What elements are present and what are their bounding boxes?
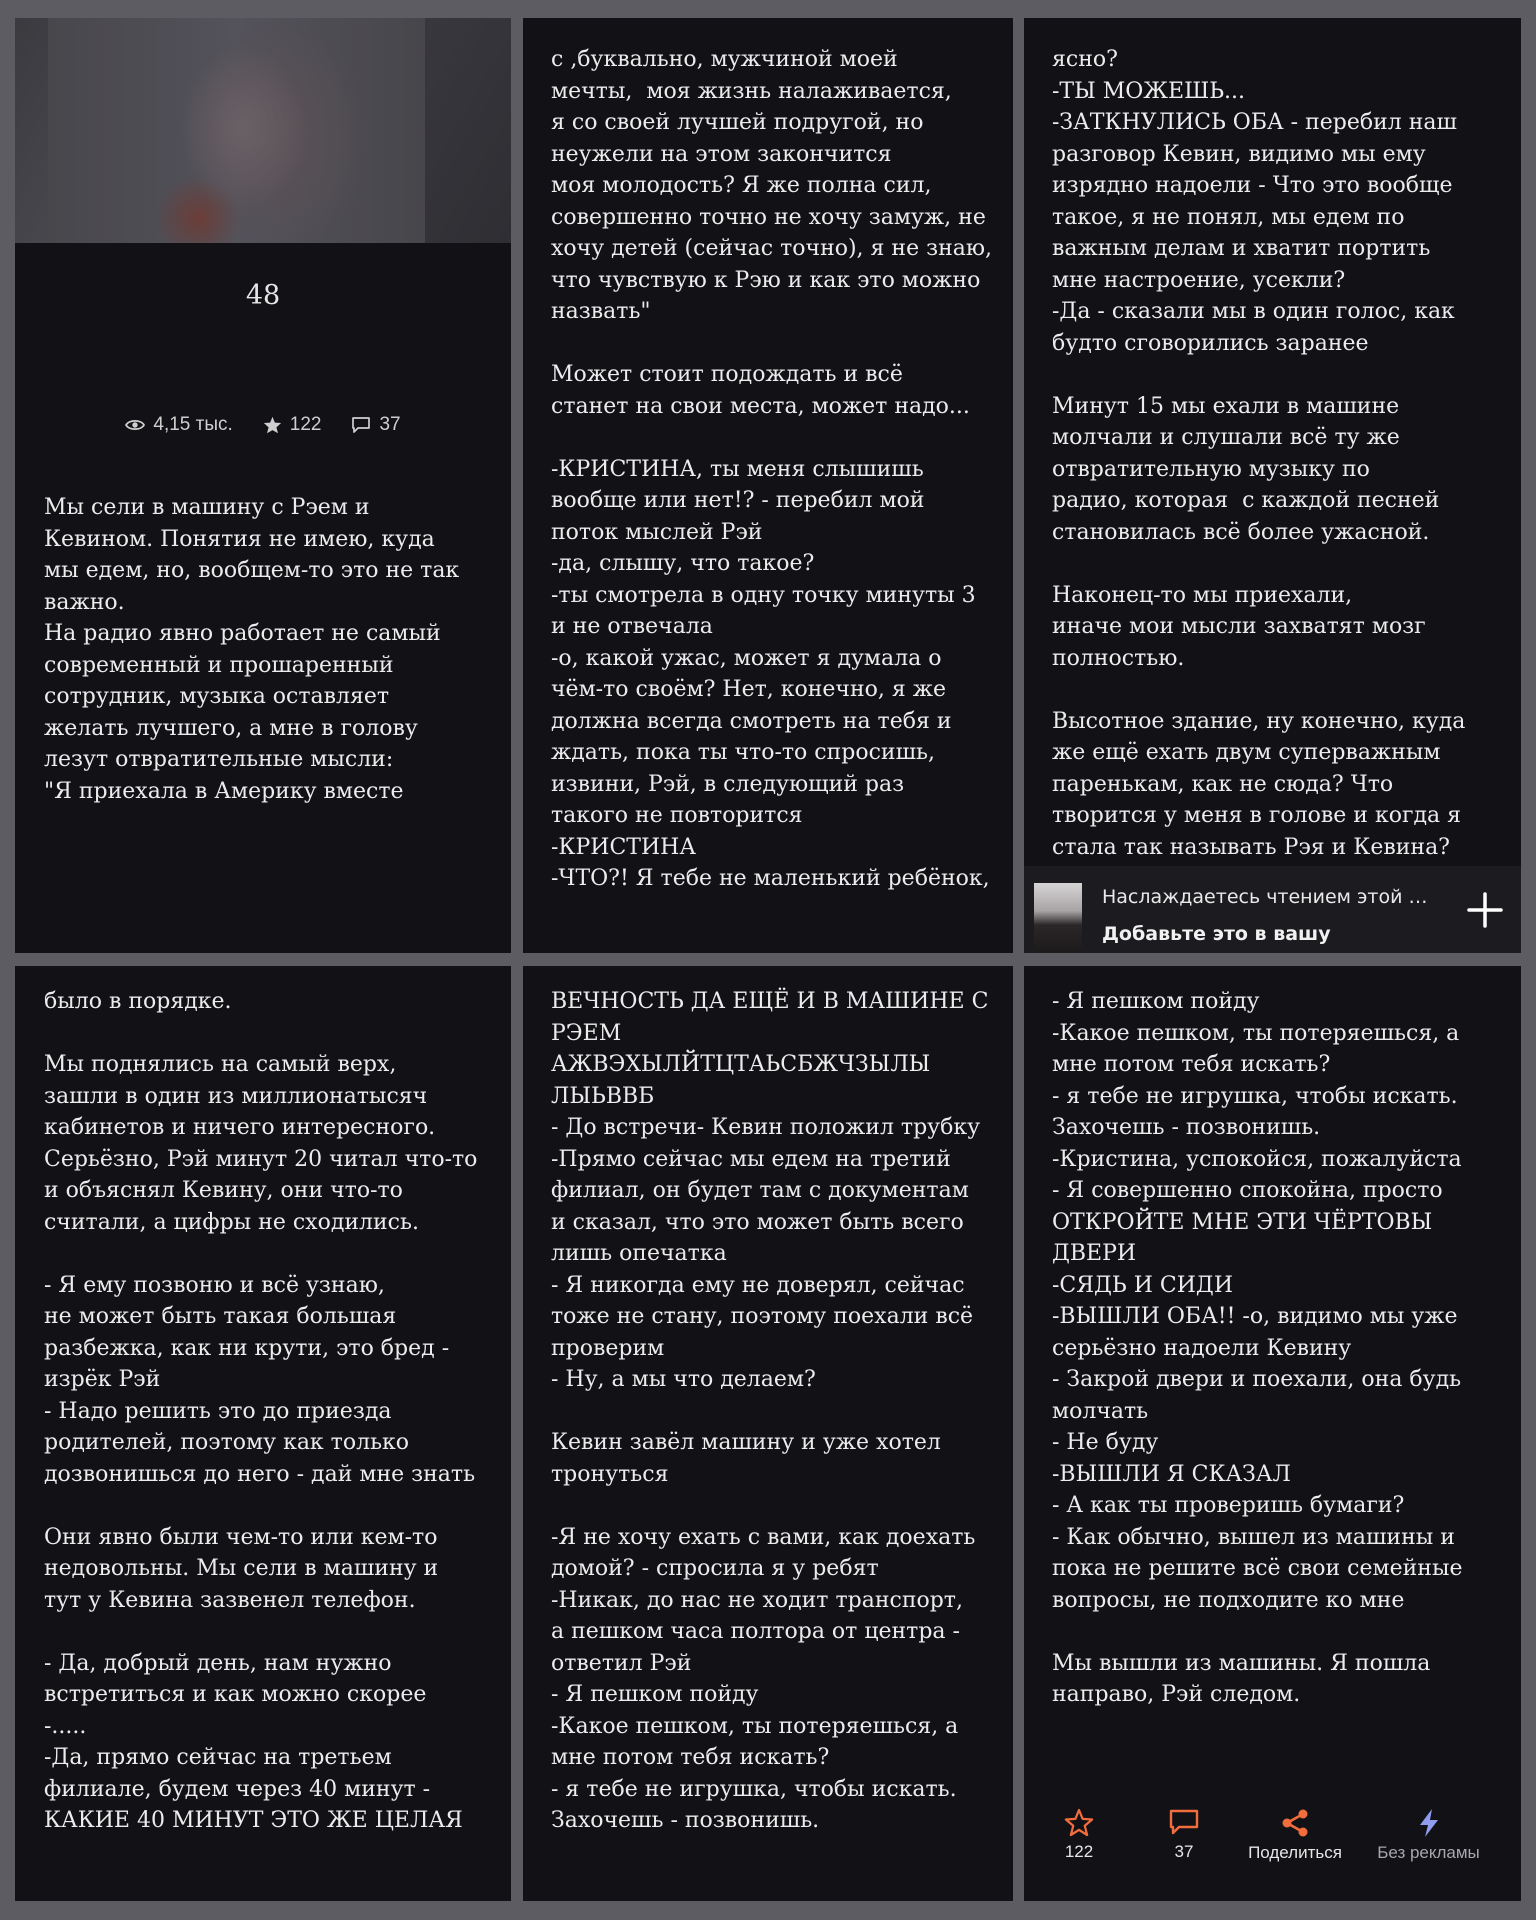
story-text: Мы сели в машину с Рэем и Кевином. Понятия не имею, куда мы едем, но, вообщем-то это не так важно. На радио явно работает не самый современный и прошаренный сотрудник, музыка оставляет желать лучшего, а мне в голову лезут отвратительные мысли: "Я приехала в Америку вместе xyxy=(44,495,460,804)
story-text: было в порядке. Мы поднялись на самый верх, зашли в один из миллионатысяч кабинетов и ничего интересного. Серьёзно, Рэй минут 20 читал что-то и объяснял Кевину, они что-то считали, а цифры не сходились. - Я ему позвоню и всё узнаю, не может быть такая большая разбежка, как ни крути, это бред - изрёк Рэй - Надо решить это до приезда родителей, поэтому как только дозвонишься до него - дай мне знать Они явно были чем-то или кем-то недовольны. Мы сели в машину и тут у Кевина зазвенел телефон. - Да, добрый день, нам нужно встретиться и как можно скорее -..... -Да, прямо сейчас на третьем филиале, будем через 40 минут - КАКИЕ 40 МИНУТ ЭТО ЖЕ ЦЕЛАЯ xyxy=(44,989,478,1833)
story-text: ясно? -ТЫ МОЖЕШЬ... -ЗАТКНУЛИСЬ ОБА - перебил наш разговор Кевин, видимо мы ему изрядно надоели - Что это вообще такое, я не понял, мы едем по важным делам и хватит портить мне настроение, усекли? -Да - сказали мы в один голос, как будто сговорились заранее Минут 15 мы ехали в машине молчали и слушали всё ту же отвратительную музыку по радио, которая с каждой песней становилась всё более ужасной. Наконец-то мы приехали, иначе мои мысли захватят мозг полностью. Высотное здание, ну конечно, куда же ещё ехать двум суперважным паренькам, как не сюда? Что творится у меня в голове и когда я стала так называть Рэя и Кевина? xyxy=(1052,47,1466,860)
star-icon xyxy=(263,416,282,434)
vote-button[interactable] xyxy=(1024,1788,1139,1862)
plus-icon[interactable] xyxy=(1465,890,1505,930)
comment-icon xyxy=(1168,1808,1200,1837)
reader-page-5 xyxy=(523,966,1013,1901)
chapter-cover xyxy=(15,18,511,243)
share-button[interactable] xyxy=(1235,1788,1355,1863)
banner-subtitle: Добавьте это в вашу xyxy=(1102,923,1331,945)
reader-page-4 xyxy=(15,966,511,1901)
share-label: Поделиться xyxy=(1248,1843,1342,1862)
eye-icon xyxy=(125,418,145,432)
banner-title: Наслаждаетесь чтением этой … xyxy=(1102,886,1428,908)
comments-stat xyxy=(351,414,400,436)
star-icon xyxy=(1064,1808,1094,1837)
stars-stat xyxy=(263,414,322,436)
views-stat xyxy=(125,414,232,436)
comment-icon xyxy=(351,416,371,434)
story-text: - Я пешком пойду -Какое пешком, ты потеряешься, а мне потом тебя искать? - я тебе не игрушка, чтобы искать. Захочешь - позвонишь. -Кристина, успокойся, пожалуйста - Я совершенно спокойна, просто ОТКРОЙТЕ МНЕ ЭТИ ЧЁРТОВЫ ДВЕРИ -СЯДЬ И СИДИ -ВЫШЛИ ОБА!! -о, видимо мы уже серьёзно надоели Кевину - Закрой двери и поехали, она будь молчать - Не буду -ВЫШЛИ Я СКАЗАЛ - А как ты проверишь бумаги? - Как обычно, вышел из машины и пока не решите всё свои семейные вопросы, не подходите ко мне Мы вышли из машины. Я пошла направо, Рэй следом. xyxy=(1052,989,1463,1707)
chapter-stats xyxy=(15,414,511,436)
add-to-library-banner[interactable] xyxy=(1024,866,1521,953)
story-text: ВЕЧНОСТЬ ДА ЕЩЁ И В МАШИНЕ С РЭЕМ АЖВЭХЫЛЙТЦТАЬСБЖЧЗЫЛЫ ЛЫЬВВБ - До встречи- Кевин положил трубку -Прямо сейчас мы едем на третий филиал, он будет там с документам и сказал, что это может быть всего лишь опечатка - Я никогда ему не доверял, сейчас тоже не стану, поэтому поехали всё проверим - Ну, а мы что делаем? Кевин завёл машину и уже хотел тронуться -Я не хочу ехать с вами, как доехать домой? - спросила я у ребят -Никак, до нас не ходит транспорт, а пешком часа полтора от центра - ответил Рэй - Я пешком пойду -Какое пешком, ты потеряешься, а мне потом тебя искать? - я тебе не игрушка, чтобы искать. Захочешь - позвонишь. xyxy=(551,989,989,1833)
comments-count: 37 xyxy=(379,414,401,435)
lightning-icon xyxy=(1417,1808,1441,1838)
views-count: 4,15 тыс. xyxy=(153,414,233,435)
story-text: с ,буквально, мужчиной моей мечты, моя жизнь налаживается, я со своей лучшей подругой, но неужели на этом закончится моя молодость? Я же полна сил, совершенно точно не хочу замуж, не хочу детей (сейчас точно), я не знаю, что чувствую к Рэю и как это можно назвать" Может стоит подождать и всё станет на свои места, может надо... -КРИСТИНА, ты меня слышишь вообще или нет!? - перебил мой поток мыслей Рэй -да, слышу, что такое? -ты смотрела в одну точку минуты 3 и не отвечала -о, какой ужас, может я думала о чём-то своём? Нет, конечно, я же должна всегда смотреть на тебя и ждать, пока ты что-то спросишь, извини, Рэй, в следующий раз такого не повторится -КРИСТИНА -ЧТО?! Я тебе не маленький ребёнок, xyxy=(551,47,993,891)
reader-action-bar xyxy=(1024,1788,1521,1901)
comments-button[interactable] xyxy=(1124,1788,1244,1862)
cover-image xyxy=(48,18,425,243)
comments-count: 37 xyxy=(1174,1842,1194,1861)
vote-count: 122 xyxy=(1064,1842,1094,1861)
share-icon xyxy=(1280,1808,1310,1838)
story-thumbnail xyxy=(1034,883,1082,953)
reader-page-2 xyxy=(523,18,1013,953)
reader-page-6 xyxy=(1024,966,1521,1901)
no-ads-label: Без рекламы xyxy=(1377,1843,1480,1862)
stars-count: 122 xyxy=(289,414,322,435)
reader-page-3 xyxy=(1024,18,1521,953)
reader-page-1 xyxy=(15,18,511,953)
chapter-number: 48 xyxy=(245,280,281,311)
no-ads-button[interactable] xyxy=(1361,1788,1496,1863)
